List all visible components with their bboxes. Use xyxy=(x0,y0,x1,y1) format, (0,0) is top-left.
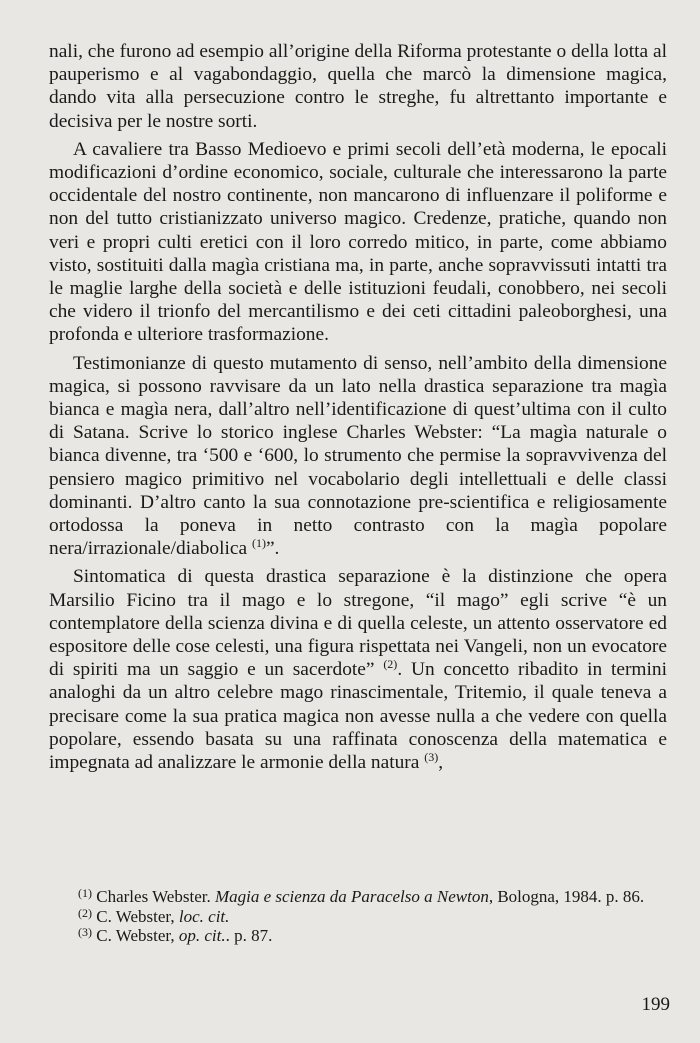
footnote-1-number: (1) xyxy=(78,886,92,900)
footnote-3-citation: op. cit. xyxy=(178,926,226,945)
main-text xyxy=(49,40,667,774)
footnote-ref-1[interactable]: (1) xyxy=(251,536,266,551)
footnote-2-number: (2) xyxy=(78,905,92,920)
footnotes xyxy=(52,887,666,946)
paragraph-4 xyxy=(49,565,667,774)
paragraph-2-text: A cavaliere tra Basso Medioevo e primi secoli dell’età moderna, le epocali modificazioni d’ordine economico, sociale, culturale che interessarono la parte occidentale del nostro continente, non mancarono di influenzare il poliforme e non del tutto cristianizzato universo magico. Credenze, pratiche, quando non veri e propri culti eretici con il loro corredo mitico, in parte, come abbiamo visto, sostituiti dalla magìa cristiana ma, in parte, anche sopravvissuti intatti tra le maglie larghe della società e delle istituzioni feudali, conobbero, nei secoli che videro il trionfo del mercantilismo e dei ceti cittadini paleoborghesi, una profonda e ulteriore trasformazione. xyxy=(49,138,667,346)
paragraph-4-middle: . Un concetto ribadito in termini analoghi da un altro celebre mago rinascimentale, Tritemio, il quale teneva a precisare come la sua pratica magica non avesse nulla a che vedere con quella popolare, essendo basata su una raffinata conoscenza della matematica e impegnata ad analizzare le armonie della natura xyxy=(49,659,667,774)
footnote-ref-2[interactable]: (2) xyxy=(383,657,398,672)
paragraph-4-closing: , xyxy=(438,752,444,774)
paragraph-3-text: Testimonianze di questo mutamento di senso, nell’ambito della dimensione magica, si possono ravvisare da un lato nella drastica separazione tra magìa bianca e magìa nera, dall’altro nell’identificazione di quest’ultima con il culto di Satana. Scrive lo storico inglese Charles Webster: “La magìa naturale o bianca divenne, tra ‘500 e ‘600, lo strumento che permise la sopravvivenza del pensiero magico primitivo nel vocabolario degli intellettuali e delle classi dominanti. D’altro canto la sua connotazione pre-scientifica e religiosamente ortodossa la poneva in netto contrasto con la magìa popolare nera/irrazionale/diabolica xyxy=(49,352,667,560)
footnote-1 xyxy=(52,887,666,907)
footnote-2-citation: loc. cit. xyxy=(178,906,230,926)
footnote-3-author: C. Webster, xyxy=(92,926,179,945)
footnote-ref-3[interactable]: (3) xyxy=(424,750,439,765)
paragraph-1-text: nali, che furono ad esempio all’origine della Riforma protestante o della lotta al pauperismo e al vagabondaggio, quella che marcò la dimensione magica, dando vita alla persecuzione contro le streghe, fu altrettanto importante e decisiva per le nostre sorti. xyxy=(49,41,667,132)
paragraph-1 xyxy=(49,40,667,133)
footnote-3-number: (3) xyxy=(78,925,92,939)
page-number: 199 xyxy=(641,994,670,1015)
footnote-2-author: C. Webster, xyxy=(92,906,179,926)
footnote-1-author: Charles Webster. xyxy=(92,887,215,906)
footnote-2 xyxy=(52,907,666,927)
footnote-3-details: . p. 87. xyxy=(225,926,273,945)
paragraph-4-text: Sintomatica di questa drastica separazione è la distinzione che opera Marsilio Ficino tra il mago e lo stregone, “il mago” egli scrive “è un contemplatore della scienza divina e di quella celeste, un attento osservatore ed espositore delle cose celesti, una figura rispettata nei Vangeli, non un evocatore di spiriti ma un saggio e un sacerdote” xyxy=(49,566,667,681)
footnote-1-details: , Bologna, 1984. p. 86. xyxy=(488,887,645,906)
paragraph-2 xyxy=(49,138,667,347)
footnote-3 xyxy=(52,926,666,946)
paragraph-3-closing: ”. xyxy=(265,538,280,560)
paragraph-3 xyxy=(49,352,667,561)
footnote-1-title: Magia e scienza da Paracelso a Newton xyxy=(214,887,489,906)
